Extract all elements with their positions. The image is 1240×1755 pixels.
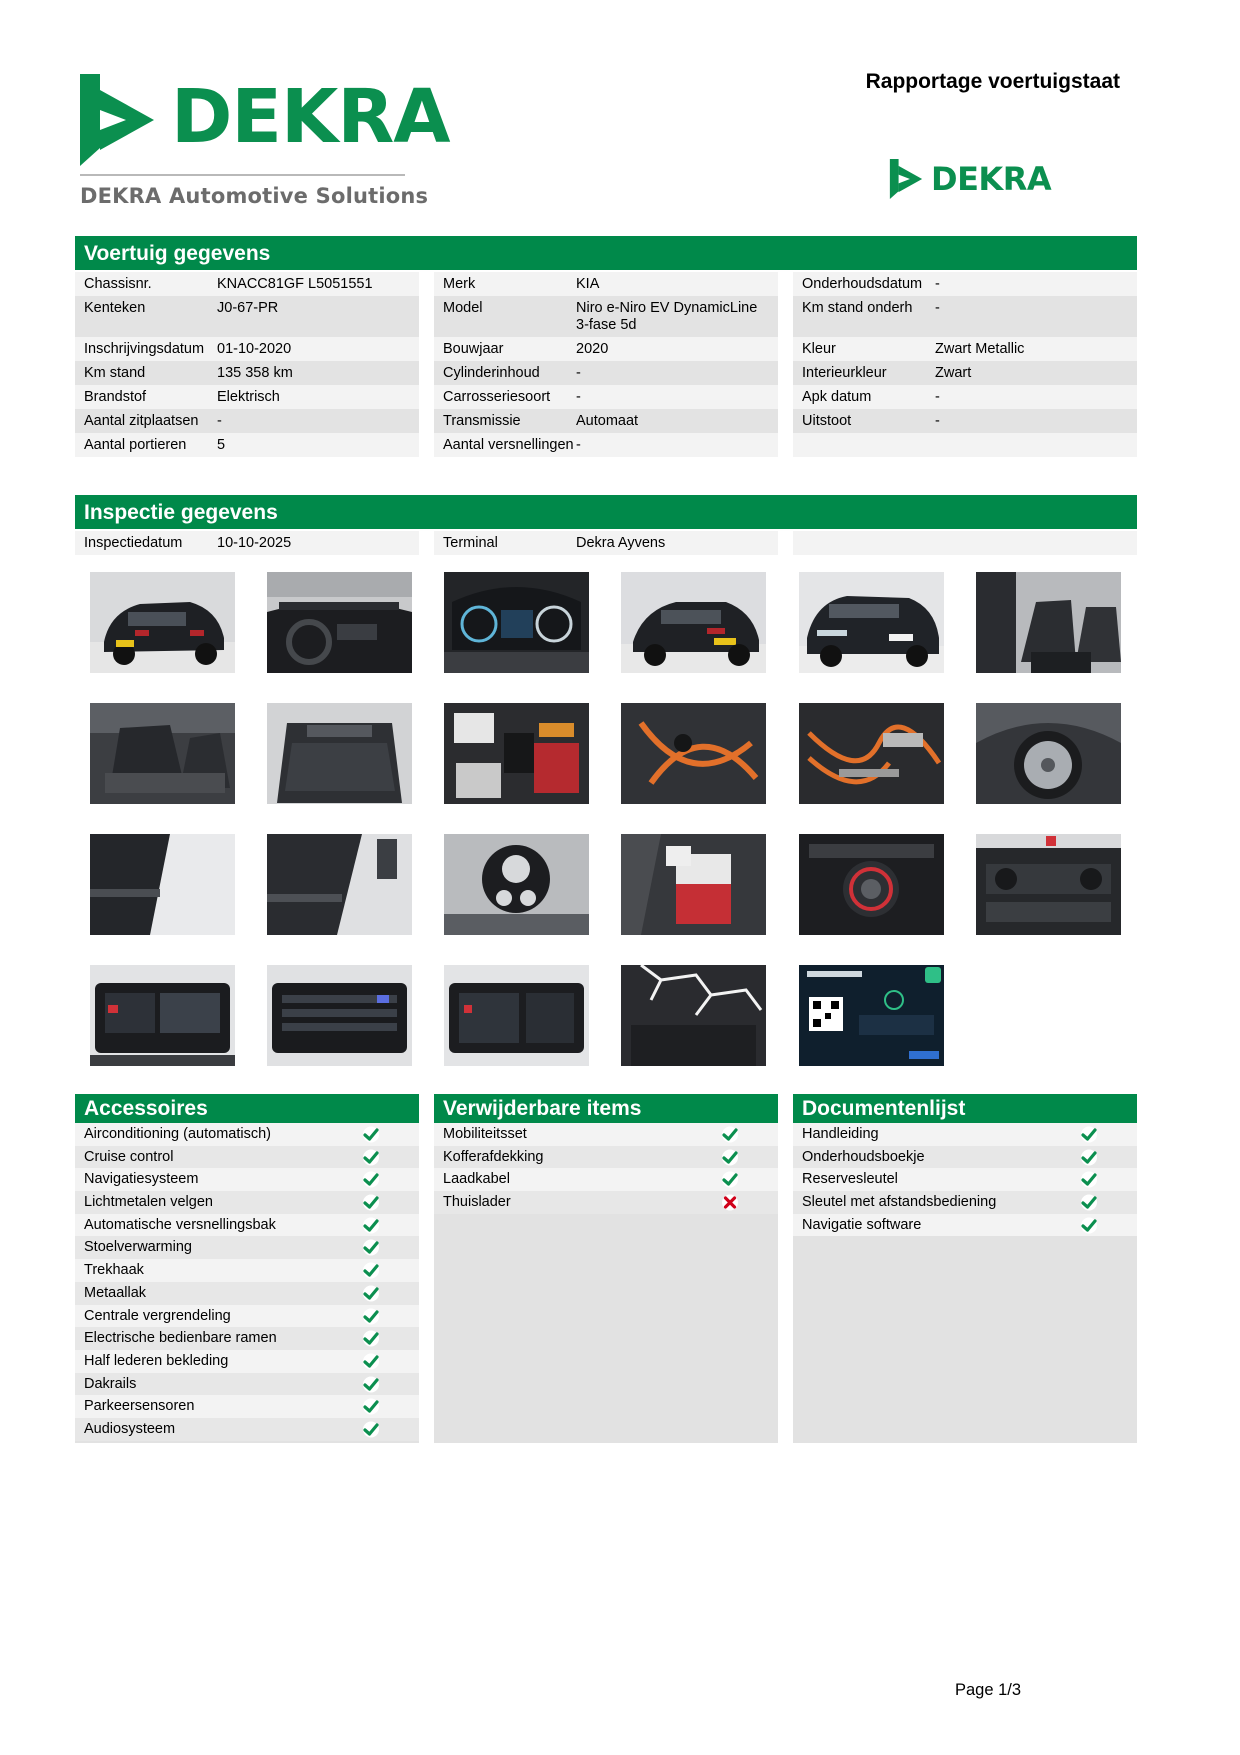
photo-service-documents[interactable] <box>621 834 766 935</box>
check-icon <box>362 1285 380 1302</box>
field-label: Aantal versnellingen <box>443 437 574 453</box>
photo-charging-port[interactable] <box>444 834 589 935</box>
vehicle-row <box>434 296 778 337</box>
check-icon <box>362 1239 380 1256</box>
checklist-item-label: Navigatiesysteem <box>84 1171 199 1188</box>
checklist-item <box>75 1259 419 1282</box>
inspection-column-1 <box>75 531 419 555</box>
field-value: 01-10-2020 <box>217 341 292 357</box>
field-value: Niro e-Niro EV DynamicLine 3-fase 5d <box>576 300 758 333</box>
checklist-item <box>793 1191 1137 1214</box>
page-number: Page 1/3 <box>955 1681 1022 1699</box>
vehicle-row <box>793 272 1137 296</box>
field-value: Zwart <box>935 365 972 381</box>
field-value: - <box>935 413 940 429</box>
field-label: Kleur <box>802 341 836 357</box>
check-icon <box>362 1217 380 1234</box>
field-label: Onderhoudsdatum <box>802 276 923 292</box>
check-icon <box>1080 1217 1098 1234</box>
field-value: Elektrisch <box>217 389 280 405</box>
checklist-item <box>75 1123 419 1146</box>
checklist-item-label: Stoelverwarming <box>84 1239 192 1256</box>
photo-car-rear-three-quarter[interactable] <box>621 572 766 673</box>
checklist-item-label: Trekhaak <box>84 1262 144 1279</box>
checklist-item <box>793 1168 1137 1191</box>
field-label: Merk <box>443 276 476 292</box>
field-value: 2020 <box>576 341 609 357</box>
check-icon <box>362 1376 380 1393</box>
photo-ceiling-lights[interactable] <box>621 965 766 1066</box>
vehicle-row <box>793 433 1137 457</box>
checklist-item-label: Centrale vergrendeling <box>84 1307 231 1324</box>
photo-rear-seats[interactable] <box>90 703 235 804</box>
field-label: Terminal <box>443 535 498 551</box>
vehicle-row <box>434 385 778 409</box>
check-icon <box>362 1330 380 1347</box>
checklist-item-label: Kofferafdekking <box>443 1148 544 1165</box>
section-inspection-header: Inspectie gegevens <box>75 495 1137 529</box>
checklist-item <box>75 1395 419 1418</box>
cross-icon <box>721 1194 739 1211</box>
field-label: Km stand onderh <box>802 300 913 316</box>
photo-infotainment-screen[interactable] <box>444 965 589 1066</box>
photo-wheel[interactable] <box>976 703 1121 804</box>
logo-wordmark: DEKRA <box>931 160 1052 198</box>
vehicle-row <box>75 433 419 457</box>
checklist-item-label: Half lederen bekleding <box>84 1352 229 1369</box>
checklist-item-label: Electrische bedienbare ramen <box>84 1330 277 1347</box>
checklist-item <box>75 1168 419 1191</box>
field-label: Interieurkleur <box>802 365 887 381</box>
field-value: 5 <box>217 437 226 453</box>
checklist-item-label: Thuislader <box>443 1194 511 1211</box>
check-icon <box>362 1398 380 1415</box>
field-label: Carrosseriesoort <box>443 389 551 405</box>
field-label: Kenteken <box>84 300 146 316</box>
checklist-item <box>75 1327 419 1350</box>
checklist-item <box>75 1350 419 1373</box>
photo-infotainment-screen[interactable] <box>267 965 412 1066</box>
check-icon <box>1080 1149 1098 1166</box>
field-value: Automaat <box>576 413 639 429</box>
field-label: Bouwjaar <box>443 341 504 357</box>
checklist-item <box>434 1123 778 1146</box>
field-label: Inspectiedatum <box>84 535 183 551</box>
check-icon <box>721 1149 739 1166</box>
checklist-item-label: Onderhoudsboekje <box>802 1148 925 1165</box>
check-icon <box>1080 1194 1098 1211</box>
photo-infotainment-screen[interactable] <box>90 965 235 1066</box>
vehicle-row <box>75 272 419 296</box>
checklist-item <box>75 1191 419 1214</box>
checklist-item <box>75 1146 419 1169</box>
checklist-item <box>75 1282 419 1305</box>
checklist-item-label: Automatische versnellingsbak <box>84 1216 276 1233</box>
photo-car-front-three-quarter[interactable] <box>799 572 944 673</box>
field-value: - <box>935 389 940 405</box>
field-value: - <box>935 300 940 316</box>
field-label: Transmissie <box>443 413 521 429</box>
check-icon <box>721 1171 739 1188</box>
removable-items-list <box>434 1123 778 1214</box>
field-value: Dekra Ayvens <box>576 535 666 551</box>
check-icon <box>721 1126 739 1143</box>
accessories-list <box>75 1123 419 1441</box>
field-label: Model <box>443 300 483 316</box>
check-icon <box>1080 1126 1098 1143</box>
checklist-item-label: Reservesleutel <box>802 1171 898 1188</box>
photo-side-sill-left[interactable] <box>90 834 235 935</box>
field-label: Brandstof <box>84 389 147 405</box>
field-value: - <box>217 413 222 429</box>
vehicle-row <box>793 385 1137 409</box>
panel-title: Documentenlijst <box>793 1094 1137 1123</box>
photo-dashboard-interior[interactable] <box>267 572 412 673</box>
vehicle-column-1 <box>75 272 419 457</box>
panel-removable-items <box>434 1094 778 1443</box>
logo-wordmark: DEKRA <box>171 74 450 160</box>
check-icon <box>1080 1171 1098 1188</box>
inspection-column-2 <box>434 531 778 555</box>
field-label: Apk datum <box>802 389 872 405</box>
checklist-item-label: Sleutel met afstandsbediening <box>802 1194 997 1211</box>
field-label: Uitstoot <box>802 413 852 429</box>
dekra-logo <box>78 70 450 210</box>
vehicle-row <box>793 409 1137 433</box>
field-label: Aantal portieren <box>84 437 187 453</box>
photo-instrument-cluster[interactable] <box>444 572 589 673</box>
field-value: KIA <box>576 276 600 292</box>
panel-accessories <box>75 1094 419 1443</box>
check-icon <box>362 1421 380 1438</box>
field-value: Zwart Metallic <box>935 341 1025 357</box>
field-label: Cylinderinhoud <box>443 365 540 381</box>
checklist-item-label: Laadkabel <box>443 1171 510 1188</box>
checklist-item-label: Navigatie software <box>802 1216 922 1233</box>
vehicle-row <box>434 272 778 296</box>
photo-trunk[interactable] <box>267 703 412 804</box>
photo-gear-selector[interactable] <box>799 834 944 935</box>
checklist-item-label: Metaallak <box>84 1284 147 1301</box>
logo-tagline: DEKRA Automotive Solutions <box>80 184 429 208</box>
vehicle-row <box>793 337 1137 361</box>
checklist-item-label: Dakrails <box>84 1375 137 1392</box>
dekra-triangle-icon <box>889 158 923 200</box>
vehicle-row <box>434 337 778 361</box>
field-value: KNACC81GF L5051551 <box>217 276 373 292</box>
field-label: Km stand <box>84 365 146 381</box>
checklist-item-label: Handleiding <box>802 1126 879 1142</box>
checklist-item <box>434 1168 778 1191</box>
vehicle-row <box>75 296 419 337</box>
field-value: - <box>576 365 581 381</box>
field-label: Inschrijvingsdatum <box>84 341 205 357</box>
check-icon <box>362 1126 380 1143</box>
check-icon <box>362 1262 380 1279</box>
check-icon <box>362 1171 380 1188</box>
checklist-item <box>75 1236 419 1259</box>
checklist-item-label: Cruise control <box>84 1148 174 1165</box>
photo-front-seats[interactable] <box>976 572 1121 673</box>
inspection-row <box>434 531 778 555</box>
logo-divider <box>80 174 405 176</box>
check-icon <box>362 1149 380 1166</box>
check-icon <box>362 1308 380 1325</box>
panel-documents <box>793 1094 1137 1443</box>
checklist-item-label: Parkeersensoren <box>84 1398 195 1415</box>
checklist-item <box>793 1214 1137 1237</box>
field-value: - <box>935 276 940 292</box>
vehicle-row <box>434 409 778 433</box>
vehicle-row <box>434 361 778 385</box>
check-icon <box>362 1353 380 1370</box>
checklist-item <box>434 1146 778 1169</box>
checklist-item-label: Mobiliteitsset <box>443 1126 527 1142</box>
dekra-triangle-icon <box>78 74 156 166</box>
documents-list <box>793 1123 1137 1236</box>
report-title: Rapportage voertuigstaat <box>865 70 1120 93</box>
checklist-item-label: Airconditioning (automatisch) <box>84 1126 271 1142</box>
photo-charging-cable[interactable] <box>621 703 766 804</box>
checklist-item <box>75 1214 419 1237</box>
photo-battery-certificate[interactable] <box>799 965 944 1066</box>
vehicle-column-3 <box>793 272 1137 457</box>
field-value: 135 358 km <box>217 365 293 381</box>
field-value: J0-67-PR <box>217 300 279 316</box>
checklist-item <box>793 1146 1137 1169</box>
checklist-item <box>434 1191 778 1214</box>
photo-side-sill-right[interactable] <box>267 834 412 935</box>
check-icon <box>362 1194 380 1211</box>
field-value: 10-10-2025 <box>217 535 292 551</box>
checklist-item-label: Audiosysteem <box>84 1420 176 1437</box>
field-value: - <box>576 389 581 405</box>
checklist-item <box>75 1305 419 1328</box>
panel-title: Accessoires <box>75 1094 419 1123</box>
inspection-row <box>793 531 1137 555</box>
inspection-row <box>75 531 419 555</box>
photo-charging-cable-coiled[interactable] <box>799 703 944 804</box>
vehicle-column-2 <box>434 272 778 457</box>
field-label: Chassisnr. <box>84 276 152 292</box>
vehicle-row <box>75 409 419 433</box>
field-value: - <box>576 437 581 453</box>
checklist-item <box>75 1418 419 1441</box>
vehicle-row <box>75 337 419 361</box>
vehicle-row <box>75 385 419 409</box>
photo-climate-controls[interactable] <box>976 834 1121 935</box>
dekra-logo-small <box>889 158 1052 202</box>
checklist-item <box>793 1123 1137 1146</box>
vehicle-row <box>793 361 1137 385</box>
inspection-column-3 <box>793 531 1137 555</box>
vehicle-row <box>434 433 778 457</box>
checklist-item <box>75 1373 419 1396</box>
field-label: Aantal zitplaatsen <box>84 413 199 429</box>
photo-car-rear-exterior[interactable] <box>90 572 235 673</box>
vehicle-row <box>75 361 419 385</box>
vehicle-row <box>793 296 1137 337</box>
section-vehicle-header: Voertuig gegevens <box>75 236 1137 270</box>
panel-title: Verwijderbare items <box>434 1094 778 1123</box>
photo-trunk-equipment[interactable] <box>444 703 589 804</box>
checklist-item-label: Lichtmetalen velgen <box>84 1194 213 1211</box>
